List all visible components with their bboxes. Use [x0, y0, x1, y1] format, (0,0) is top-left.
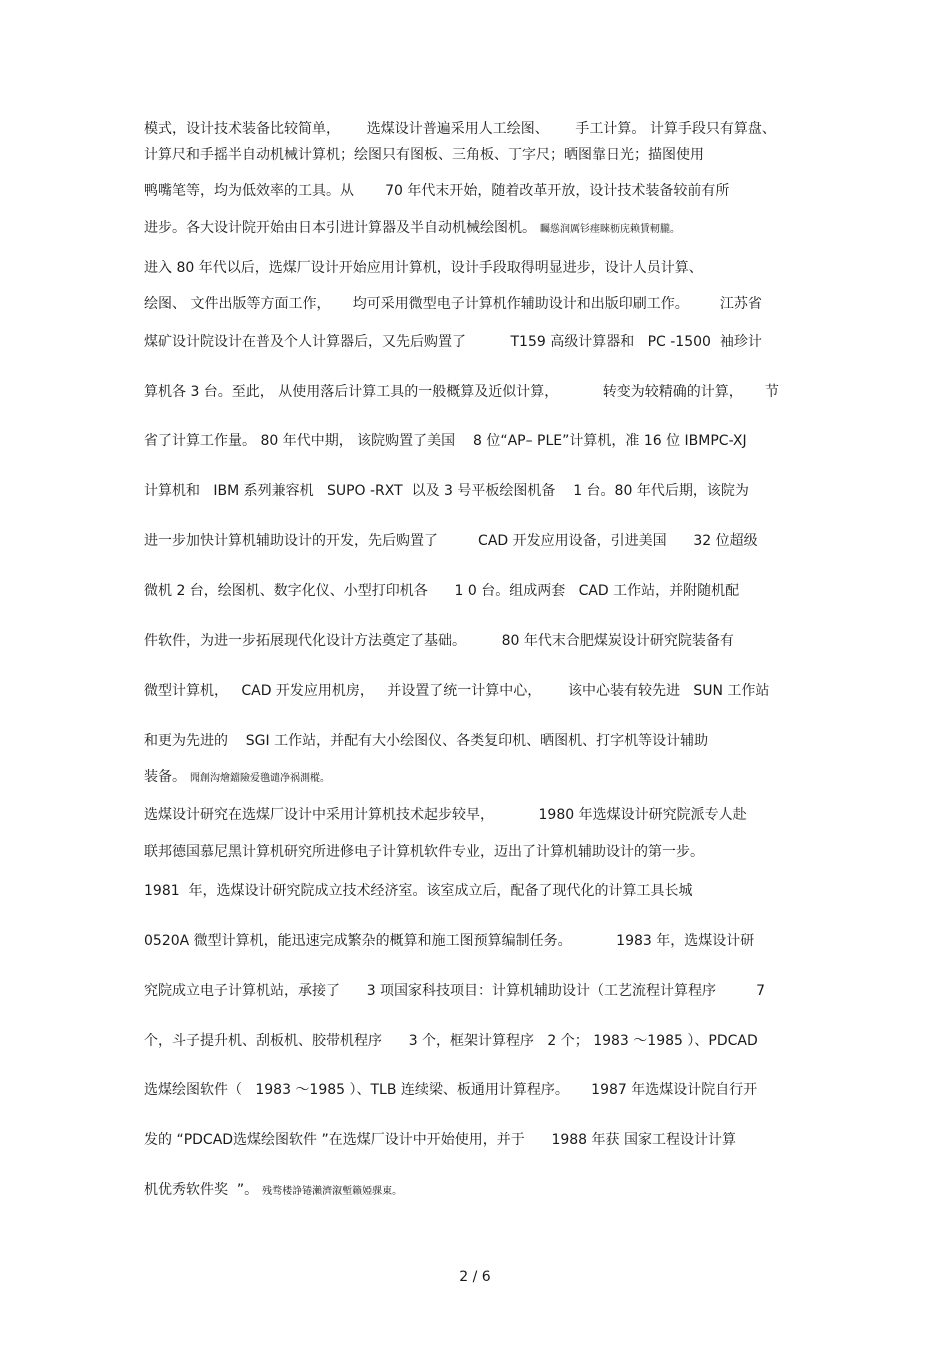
text-line [144, 982, 824, 1000]
text-span: 煤矿设计院设计在普及个人计算器后，又先后购置了 T159 高级计算器和 PC -1500 袖珍计 [144, 334, 762, 350]
text-span: 机优秀软件奖 ”。 [144, 1182, 259, 1198]
text-span: 选煤绘图软件（ 1983 ～1985 ）、TLB 连续梁、板通用计算程序。 1987 年选煤设计院自行开 [144, 1082, 758, 1098]
text-line [144, 1032, 824, 1050]
text-line [144, 732, 824, 750]
text-span: 计算尺和手摇半自动机械计算机；绘图只有图板、三角板、丁字尺；晒图靠日光；描图使用 [144, 147, 704, 163]
garbled-watermark-text: 矚慫润厲钐瘗睞枥庑赖賃軔朧。 [540, 224, 680, 235]
text-line [144, 383, 824, 401]
text-span: 省了计算工作量。 80 年代中期， 该院购置了美国 8 位“AP– PLE”计算机，准 16 位 IBMPC-XJ [144, 433, 747, 449]
text-span: 装备。 [144, 769, 186, 785]
page-number: 2 / 6 [459, 1269, 491, 1285]
text-span: 个，斗子提升机、刮板机、胶带机程序 3 个，框架计算程序 2 个； 1983 ～1985 ）、PDCAD [144, 1033, 758, 1049]
text-line [144, 1131, 824, 1149]
text-span: 鸭嘴笔等，均为低效率的工具。从 70 年代末开始，随着改革开放，设计技术装备较前有所 [144, 183, 730, 199]
text-span: 微型计算机， CAD 开发应用机房， 并设置了统一计算中心， 该中心装有较先进 SUN 工作站 [144, 683, 770, 699]
text-line [144, 682, 824, 700]
text-line [144, 806, 824, 824]
garbled-watermark-text: 残骛楼諍锩瀨濟溆塹籟婭骒東。 [262, 1186, 403, 1197]
text-line [144, 882, 824, 900]
text-line [144, 295, 824, 313]
text-line [144, 146, 824, 164]
garbled-watermark-text: 聞創沟燴鐺險爱氇谴净祸測樅。 [190, 773, 330, 784]
text-span: 1981 年，选煤设计研究院成立技术经济室。该室成立后，配备了现代化的计算工具长城 [144, 883, 693, 899]
text-line [144, 259, 824, 277]
text-line [144, 582, 824, 600]
text-line [144, 932, 824, 950]
text-line [144, 333, 824, 351]
text-span: 绘图、 文件出版等方面工作， 均可采用微型电子计算机作辅助设计和出版印刷工作。 江苏省 [144, 296, 762, 312]
text-span: 0520A 微型计算机，能迅速完成繁杂的概算和施工图预算编制任务。 1983 年，选煤设计研 [144, 933, 755, 949]
text-line [144, 182, 824, 200]
text-line [144, 432, 824, 450]
text-span: 进一步加快计算机辅助设计的开发，先后购置了 CAD 开发应用设备，引进美国 32 位超级 [144, 533, 758, 549]
text-span: 算机各 3 台。至此， 从使用落后计算工具的一般概算及近似计算， 转变为较精确的计算， 节 [144, 384, 780, 400]
text-span: 件软件，为进一步拓展现代化设计方法奠定了基础。 80 年代末合肥煤炭设计研究院装备有 [144, 633, 734, 649]
text-line [144, 632, 824, 650]
text-span: 联邦德国慕尼黑计算机研究所进修电子计算机软件专业，迈出了计算机辅助设计的第一步。 [144, 844, 704, 860]
text-span: 选煤设计研究在选煤厂设计中采用计算机技术起步较早， 1980 年选煤设计研究院派专人赴 [144, 807, 747, 823]
text-line [144, 120, 824, 138]
text-line [144, 1081, 824, 1099]
text-line [144, 768, 824, 788]
text-span: 计算机和 IBM 系列兼容机 SUPO -RXT 以及 3 号平板绘图机备 1 台。80 年代后期，该院为 [144, 483, 749, 499]
text-line [144, 843, 824, 861]
text-span: 进步。各大设计院开始由日本引进计算器及半自动机械绘图机。 [144, 220, 536, 236]
text-span: 发的 “PDCAD选煤绘图软件 ”在选煤厂设计中开始使用，并于 1988 年获 国家工程设计计算 [144, 1132, 736, 1148]
text-line [144, 532, 824, 550]
text-span: 和更为先进的 SGI 工作站，并配有大小绘图仪、各类复印机、晒图机、打字机等设计辅助 [144, 733, 709, 749]
text-line [144, 1181, 824, 1201]
text-span: 究院成立电子计算机站，承接了 3 项国家科技项目：计算机辅助设计（工艺流程计算程序 7 [144, 983, 766, 999]
text-span: 进入 80 年代以后，选煤厂设计开始应用计算机，设计手段取得明显进步，设计人员计算、 [144, 260, 703, 276]
text-line [144, 219, 824, 239]
text-line [144, 482, 824, 500]
text-span: 微机 2 台，绘图机、数字化仪、小型打印机各 1 0 台。组成两套 CAD 工作站，并附随机配 [144, 583, 740, 599]
text-span: 模式，设计技术装备比较简单， 选煤设计普遍采用人工绘图、 手工计算。 计算手段只有算盘、 [144, 121, 776, 137]
